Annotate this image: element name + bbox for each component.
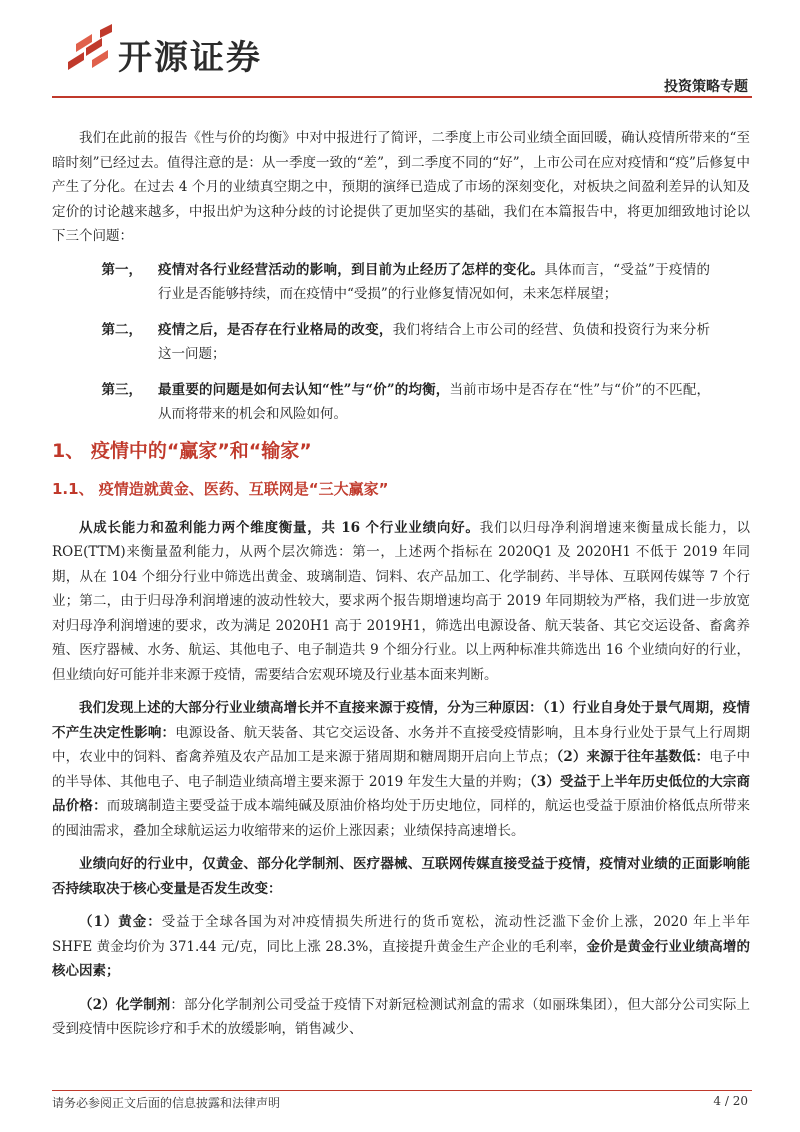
question-text: [158, 378, 750, 427]
paragraph: [52, 910, 750, 984]
logo-text: 开源证券: [118, 38, 262, 78]
question-item: [52, 318, 750, 367]
page-number: 4 / 20: [713, 1094, 748, 1108]
paragraph-text: 我们以归母净利润增速来衡量成长能力，以 ROE(TTM)来衡量盈利能力，从两个层次筛选：第一，上述两个指标在 2020Q1 及 2020H1 不低于 2019 年同期，从在 104 个细分行业中筛选出黄金、玻璃制造、饲料、农产品加工、化学制药、半导体、互联网传媒等 7 个行业；第二，由于归母净利润增速的波动性较大，要求两个报告期增速均高于 2019 年同期较为严格，我们进一步放宽对归母净利润增速的要求，改为满足 2020H1 高于 2019H1，筛选出电源设备、航天装备、其它交运设备、畜禽养殖、医疗器械、水务、航运、其他电子、电子制造共 9 个细分行业。以上两种标准共筛选出 16 个业绩向好的行业，但业绩向好可能并非来源于疫情，需要结合宏观环境及行业基本面来判断。: [52, 519, 751, 683]
footer-disclaimer: 请务必参阅正文后面的信息披露和法律声明: [52, 1096, 281, 1110]
question-item: [52, 378, 750, 427]
logo-mark-icon: [62, 22, 116, 78]
question-bold: 疫情之后，是否存在行业格局的改变，: [158, 321, 393, 338]
paragraph-text: ：部分化学制剂公司受益于疫情下对新冠检测试剂盒的需求（如丽珠集团），但大部分公司实际上受到疫情中医院诊疗和手术的放缓影响，销售减少、: [52, 996, 750, 1037]
question-text: [158, 318, 750, 367]
paragraph-bold: 从成长能力和盈利能力两个维度衡量，共 16 个行业业绩向好。: [79, 519, 480, 536]
report-tag: 投资策略专题: [664, 79, 748, 95]
header-rule: [52, 96, 752, 98]
question-item: [52, 258, 750, 307]
question-rest: 当前市场中是否存在“性”与“价”的不匹配，从而将带来的机会和风险如何。: [158, 381, 710, 422]
question-bold: 疫情对各行业经营活动的影响，到目前为止经历了怎样的变化。: [158, 261, 545, 278]
paragraph-text: 电子中的半导体、其他电子、电子制造业绩高增主要来源于 2019 年发生大量的并购；: [52, 749, 751, 790]
question-bold: 最重要的问题是如何去认知“性”与“价”的均衡，: [158, 381, 450, 398]
question-text: [158, 258, 750, 307]
subsection-heading: 1.1、 疫情造就黄金、医药、互联网是“三大赢家”: [52, 480, 389, 498]
paragraph: [52, 516, 750, 688]
intro-paragraph: 我们在此前的报告《性与价的均衡》中对中报进行了简评，二季度上市公司业绩全面回暖，确认疫情所带来的“至暗时刻”已经过去。值得注意的是：从一季度一致的“差”，到二季度不同的“好”，上市公司在应对疫情和“疫”后修复中产生了分化。在过去 4 个月的业绩真空期之中，预期的演绎已造成了市场的深刻变化，对板块之间盈利差异的认知及定价的讨论越来越多，中报出炉为这种分歧的讨论提供了更加坚实的基础，我们在本篇报告中，将更加细致地讨论以下三个问题：: [52, 130, 750, 244]
paragraph-text: 受益于全球各国为对冲疫情损失所进行的货币宽松，流动性泛滥下金价上涨，2020 年上半年 SHFE 黄金均价为 371.44 元/克，同比上涨 28.3%，直接提升黄金生产企业的毛利率，: [52, 914, 750, 955]
paragraph-text: 而玻璃制造主要受益于成本端纯碱及原油价格均处于历史地位，同样的，航运也受益于原油价格低点所带来的囤油需求，叠加全球航运运力收缩带来的运价上涨因素；业绩保持高速增长。: [52, 798, 751, 839]
section-heading: 1、 疫情中的“赢家”和“输家”: [52, 439, 312, 462]
paragraph-bold: （3）受益于上半年历史低位的大宗商品价格：: [52, 773, 750, 814]
question-number: 第一，: [101, 261, 142, 278]
main-content: [52, 126, 750, 1051]
paragraph-bold: （1）黄金：: [79, 914, 162, 930]
paragraph: [52, 993, 750, 1042]
question-number: 第三，: [101, 381, 142, 398]
question-rest: 具体而言，“受益”于疫情的行业是否能够持续，而在疫情中“受损”的行业修复情况如何，未来怎样展望；: [158, 261, 710, 302]
footer-rule: [52, 1090, 752, 1091]
paragraph-text: 电源设备、航天装备、其它交运设备、水务并不直接受疫情影响，且本身行业处于景气上行周期中，农业中的饲料、畜禽养殖及农产品加工是来源于猪周期和糖周期开启向上节点；: [52, 724, 751, 765]
question-rest: 我们将结合上市公司的经营、负债和投资行为来分析这一问题；: [158, 321, 711, 362]
paragraph-bold: 业绩向好的行业中，仅黄金、部分化学制剂、医疗器械、互联网传媒直接受益于疫情，疫情对业绩的正面影响能否持续取决于核心变量是否发生改变：: [52, 856, 750, 897]
paragraph: [52, 852, 750, 901]
paragraph-bold: （2）来源于往年基数低：: [556, 749, 710, 765]
paragraph: [52, 696, 750, 843]
paragraph-bold: 金价是黄金行业业绩高增的核心因素；: [52, 938, 750, 979]
question-number: 第二，: [101, 321, 142, 338]
paragraph-bold: （2）化学制剂: [79, 996, 171, 1013]
paragraph-bold: 我们发现上述的大部分行业业绩高增长并不直接来源于疫情，分为三种原因：（1）行业自身处于景气周期，疫情不产生决定性影响：: [52, 700, 750, 741]
